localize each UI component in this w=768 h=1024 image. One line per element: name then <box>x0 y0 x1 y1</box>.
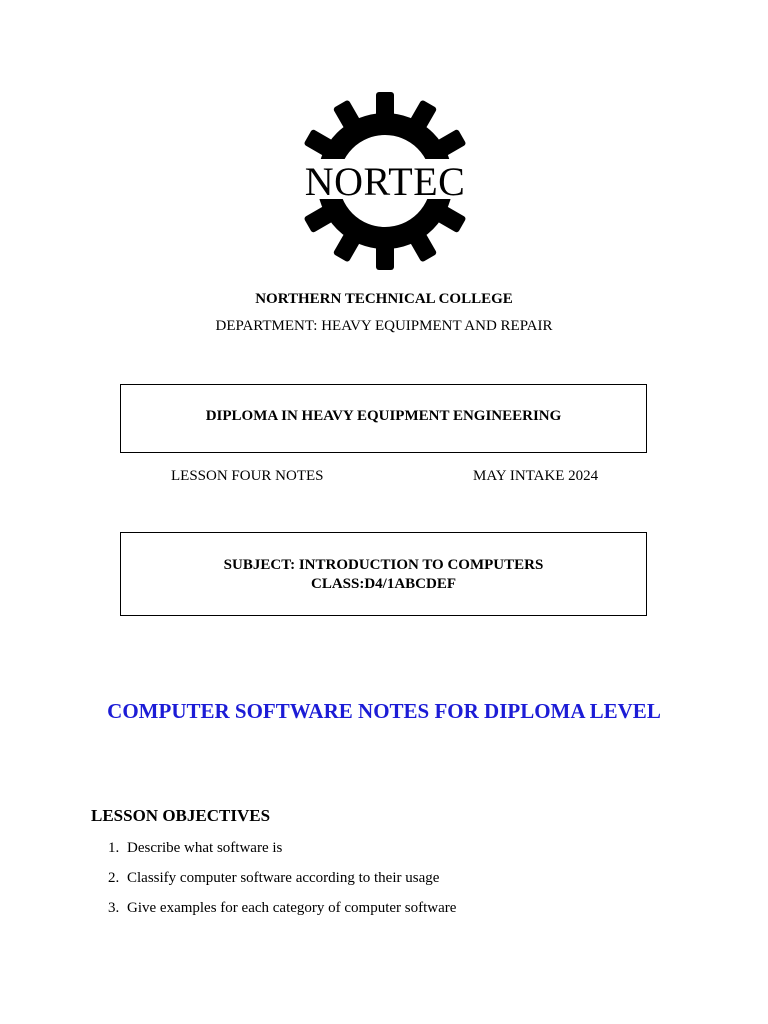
subject-box <box>120 532 647 616</box>
objectives-list <box>108 839 456 929</box>
list-item <box>108 869 456 899</box>
class-line: CLASS:D4/1ABCDEF <box>310 576 457 592</box>
objectives-heading: LESSON OBJECTIVES <box>91 806 271 825</box>
list-number: 3. <box>108 900 120 916</box>
list-text: Give examples for each category of computer software <box>127 900 457 916</box>
college-name: NORTHERN TECHNICAL COLLEGE <box>255 291 513 307</box>
intake-label: MAY INTAKE 2024 <box>473 468 599 484</box>
list-item <box>108 839 456 869</box>
program-box <box>120 384 647 453</box>
gear-icon <box>296 92 474 270</box>
main-title: COMPUTER SOFTWARE NOTES FOR DIPLOMA LEVEL <box>107 699 661 723</box>
list-number: 2. <box>108 870 120 886</box>
list-text: Describe what software is <box>127 840 283 856</box>
lesson-label: LESSON FOUR NOTES <box>171 468 324 484</box>
logo-text: NORTEC <box>304 159 466 204</box>
college-logo <box>296 92 474 270</box>
department-name: DEPARTMENT: HEAVY EQUIPMENT AND REPAIR <box>215 318 553 334</box>
list-item <box>108 899 456 929</box>
program-title: DIPLOMA IN HEAVY EQUIPMENT ENGINEERING <box>205 408 562 424</box>
list-text: Classify computer software according to their usage <box>127 870 440 886</box>
subject-line: SUBJECT: INTRODUCTION TO COMPUTERS <box>223 557 544 573</box>
list-number: 1. <box>108 840 120 856</box>
